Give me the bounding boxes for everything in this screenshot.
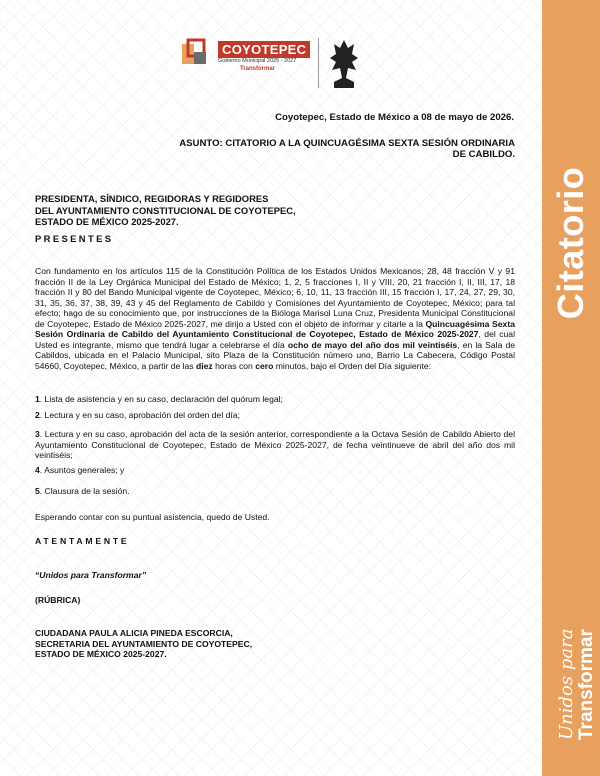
brand-name: COYOTEPEC [218,41,310,58]
addressee-line: PRESIDENTA, SÍNDICO, REGIDORAS Y REGIDORES [35,193,269,204]
body-bold-date: ocho de mayo del año dos mil veintiséis [287,339,458,350]
body-text: minutos, bajo el Orden del Día siguiente: [273,360,432,371]
body-bold-minutes: cero [255,360,274,371]
agenda-number: 1 [35,394,40,404]
side-band-slogan [542,510,600,750]
atentamente-heading: ATENTAMENTE [35,536,130,546]
header-logo [180,38,380,92]
addressee-line: ESTADO DE MÉXICO 2025-2027. [35,216,179,227]
body-text: , en la Sala de Cabildos, ubicada en el Palacio Municipal, sito Plaza de la Constitución número uno, Barrio La Cabecera, Código Postal 54660, Coyotepec, México, a partir de las [35,339,516,371]
agenda-text: . Lectura y en su caso, aprobación del orden del día; [39,410,240,420]
presentes-heading: PRESENTES [35,233,114,244]
addressee-block [35,193,505,228]
government-period: Gobierno Municipal 2025 - 2027 [218,58,297,64]
agenda-item [35,394,515,405]
agenda-number: 2 [35,410,40,420]
agenda-item [35,410,515,421]
agenda-item [35,429,515,461]
logo-divider [318,38,319,88]
signature-line: ESTADO DE MÉXICO 2025-2027. [35,649,167,659]
agenda-text: . Lectura y en su caso, aprobación del acta de la sesión anterior, correspondiente a la Octava Sesión de Cabildo Abierto del Ayuntamiento Constitucional de Coyotepec, Estado de México 2025-2027, de fecha veintinueve de abril del año dos mil veintiséis; [35,429,515,460]
agenda-text: . Asuntos generales; y [39,465,125,475]
coyote-glyph-icon [326,38,362,90]
body-text: Con fundamento en los artículos 115 de la Constitución Política de los Estados Unidos Mexicanos; 28, 48 fracción V y 91 fracción II de la Ley Orgánica Municipal del Estado de México; 1, 2, 5 fracciones I, II y VIII, 20, 21 fracción I, II, III, 17, 18 fracción II y 80 del Bando Municipal vigente de Coyotepec, México; 6, 10, 11, 13 fracción III, 15 fracción I, 17, 24, 27, 29, 30, 31, 35, 36, 37, 38, 39, 43 y 45 del Reglamento de Cabildo y Comisiones del Ayuntamiento de Coyotepec, México; para tal efecto; hago de su conocimiento que, por instrucciones de la Bióloga Marisol Luna Cruz, Presidenta Municipal Constitucional de Coyotepec, Estado de México 2025-2027, me dirijo a Usted con el objeto de informar y citarle a la [35,266,515,329]
agenda-number: 5 [35,486,40,496]
side-band-title-text: Citatorio [550,166,591,320]
agenda-number: 4 [35,465,40,475]
side-band-slogan-script: Unidos para [556,628,577,740]
rubrica-line: (RÚBRICA) [35,595,81,605]
date-line: Coyotepec, Estado de México a 08 de mayo de 2026. [275,112,514,123]
subject-line: ASUNTO: CITATORIO A LA QUINCUAGÉSIMA SEXTA SESIÓN ORDINARIA DE CABILDO. [179,138,515,160]
agenda-item [35,465,515,476]
agenda-text: . Lista de asistencia y en su caso, declaración del quórum legal; [39,394,283,404]
signature-line: CIUDADANA PAULA ALICIA PINEDA ESCORCIA, [35,628,233,638]
coyotepec-emblem-icon [180,38,210,68]
body-bold-hour: diez [195,360,213,371]
header-slogan: Transformar [240,66,276,72]
agenda-item [35,486,515,497]
side-band-slogan-bold: Transformar [576,629,597,740]
closing-line: Esperando contar con su puntual asistencia, quedo de Usted. [35,512,270,522]
side-band-title [542,148,600,338]
body-bold-session: Quincuagésima Sexta Sesión Ordinaria de Cabildo del Ayuntamiento Constitucional de Coyotepec, Estado de México 2025-2027 [35,318,515,339]
addressee-line: DEL AYUNTAMIENTO CONSTITUCIONAL DE COYOTEPEC, [35,204,296,216]
signature-block [35,628,335,660]
motto-line: “Unidos para Transformar” [35,570,147,580]
body-text: , del cual Usted es integrante, mismo que tendrá lugar a celebrarse el día [35,329,515,350]
body-text: horas con [212,360,256,371]
agenda-text: . Clausura de la sesión. [39,486,130,496]
agenda-number: 3 [35,429,40,439]
body-paragraph [35,266,515,371]
signature-line: SECRETARIA DEL AYUNTAMIENTO DE COYOTEPEC, [35,638,253,649]
